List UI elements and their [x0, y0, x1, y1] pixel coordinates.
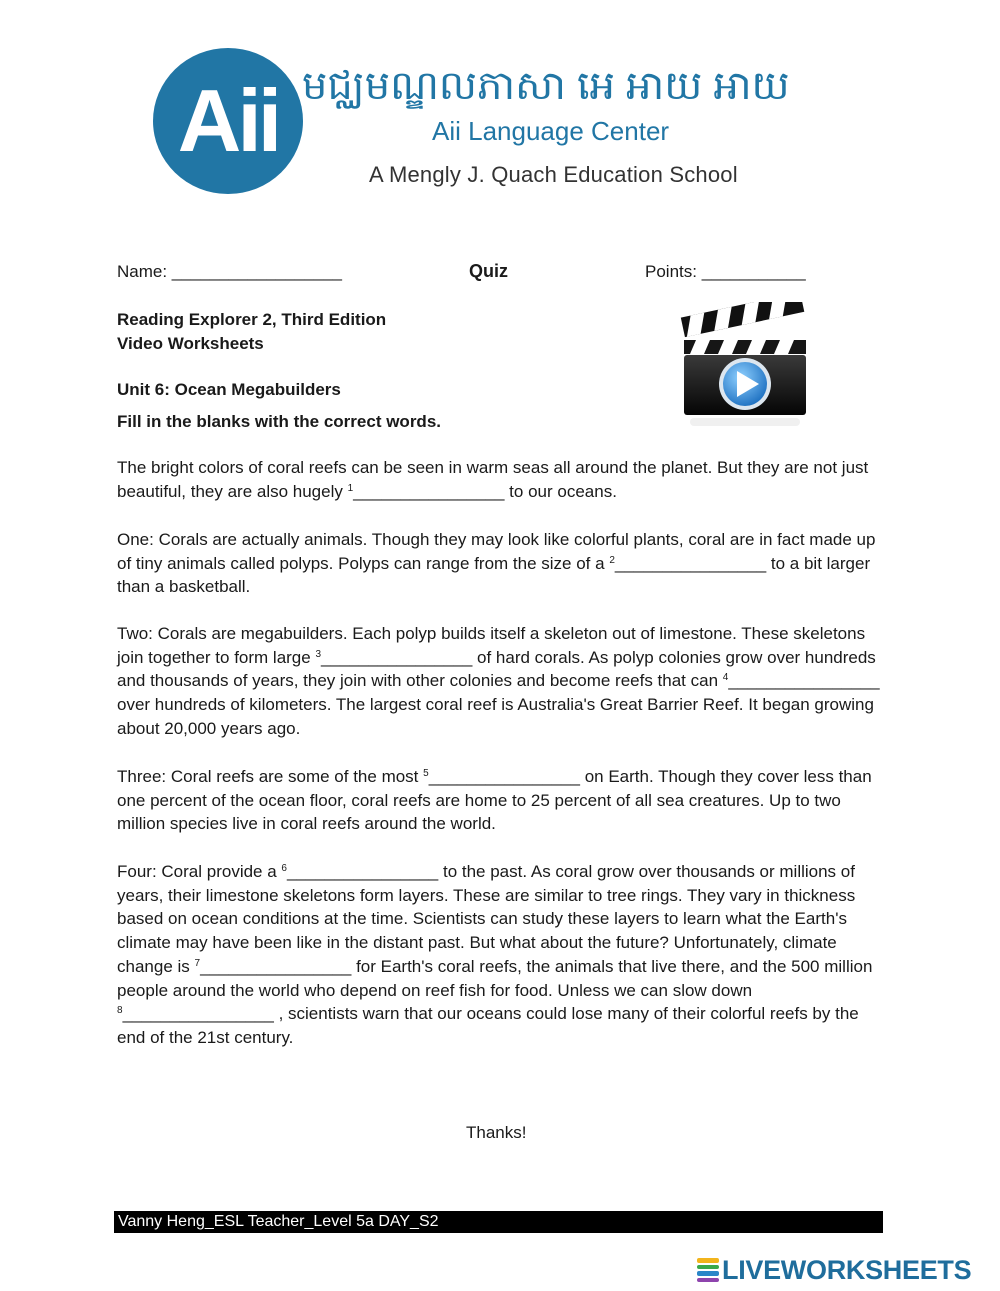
paragraph-2 — [117, 528, 887, 599]
blank-6: ________________ — [286, 862, 439, 881]
points-field: Points: ___________ — [645, 262, 806, 281]
text: to a bit larger than a basketball. — [117, 553, 871, 597]
blank-4: ________________ — [728, 671, 880, 691]
paragraph-5 — [117, 860, 887, 1050]
blank-number: 7 — [194, 957, 201, 969]
book-title: Reading Explorer 2, Third Edition — [117, 310, 387, 329]
brand-name: LIVEWORKSHEETS — [722, 1255, 972, 1285]
blank-number: 6 — [281, 863, 287, 874]
text: over hundreds of kilometers. The largest coral reef is Australia's Great Barrier Reef. It began growing about 20,000 years ago. — [117, 695, 874, 738]
video-clapper-icon — [680, 302, 810, 432]
blank-3: ________________ — [321, 647, 473, 667]
blank-2: ________________ — [614, 553, 767, 573]
school-name: A Mengly J. Quach Education School — [369, 162, 738, 187]
brand-stripe — [697, 1258, 719, 1263]
unit-title: Unit 6: Ocean Megabuilders — [117, 380, 341, 399]
paragraph-4 — [117, 765, 887, 836]
footer-bar: Vanny Heng_ESL Teacher_Level 5a DAY_S2 — [114, 1211, 883, 1233]
blank-number: 4 — [722, 672, 729, 684]
text: Three: Coral reefs are some of the most — [117, 767, 424, 786]
blank-number: 1 — [347, 482, 354, 494]
liveworksheets-brand[interactable] — [697, 1256, 971, 1284]
brand-stripe — [697, 1278, 719, 1283]
instructions: Fill in the blanks with the correct words. — [117, 412, 441, 431]
closing-thanks: Thanks! — [466, 1123, 527, 1142]
book-subtitle: Video Worksheets — [117, 334, 264, 353]
blank-5: ________________ — [428, 767, 580, 786]
paragraph-1 — [117, 456, 887, 503]
text: Two: Corals are megabuilders. Each polyp builds itself a skeleton out of limestone. These skeletons join together to form large — [117, 624, 866, 667]
khmer-school-name: មជ្ឈមណ្ឌលភាសា អេ អាយ អាយ — [302, 64, 790, 108]
text: on Earth. Though they cover less than one percent of the ocean floor, coral reefs are home to 25 percent of all sea creatures. Up to two million species live in coral reefs around the world. — [117, 767, 872, 834]
blank-number: 2 — [609, 554, 615, 566]
text: to our oceans. — [504, 481, 617, 501]
text: of hard corals. As polyp colonies grow over hundreds and thousands of years, they join with other colonies and become reefs that can — [117, 647, 876, 691]
blank-8: ________________ — [122, 1004, 274, 1024]
quiz-title: Quiz — [469, 261, 508, 281]
text: for Earth's coral reefs, the animals that live there, and the 500 million people around the world who depend on reef fish for food. Unless we can slow down — [117, 956, 873, 1000]
paragraph-3 — [117, 622, 887, 741]
name-field: Name: __________________ — [117, 262, 342, 281]
blank-1: ________________ — [353, 481, 505, 501]
center-name: Aii Language Center — [432, 116, 670, 146]
school-logo: Aii — [153, 48, 303, 194]
text: Four: Coral provide a — [117, 862, 282, 881]
text: The bright colors of coral reefs can be seen in warm seas all around the planet. But they are not just beautiful, they are also hugely — [117, 458, 869, 501]
blank-number: 3 — [315, 648, 322, 660]
blank-number: 5 — [423, 768, 429, 779]
text: , scientists warn that our oceans could lose many of their colorful reefs by the end of the 21st century. — [117, 1004, 859, 1047]
brand-stripe — [697, 1271, 719, 1276]
text: to the past. As coral grow over thousands or millions of years, their limestone skeletons form layers. These are similar to tree rings. They vary in thickness based on ocean conditions at the time. Scientists can study these layers to learn what the Earth's climate may have been like in the distant past. But what about the future? Unfortunately, climate change is — [117, 862, 856, 976]
blank-7: ________________ — [200, 956, 352, 976]
blank-number: 8 — [117, 1005, 123, 1017]
text: One: Corals are actually animals. Though they may look like colorful plants, coral are in fact made up of tiny animals called polyps. Polyps can range from the size of a — [117, 530, 876, 573]
brand-stripe — [697, 1265, 719, 1270]
liveworksheets-icon — [697, 1257, 719, 1283]
